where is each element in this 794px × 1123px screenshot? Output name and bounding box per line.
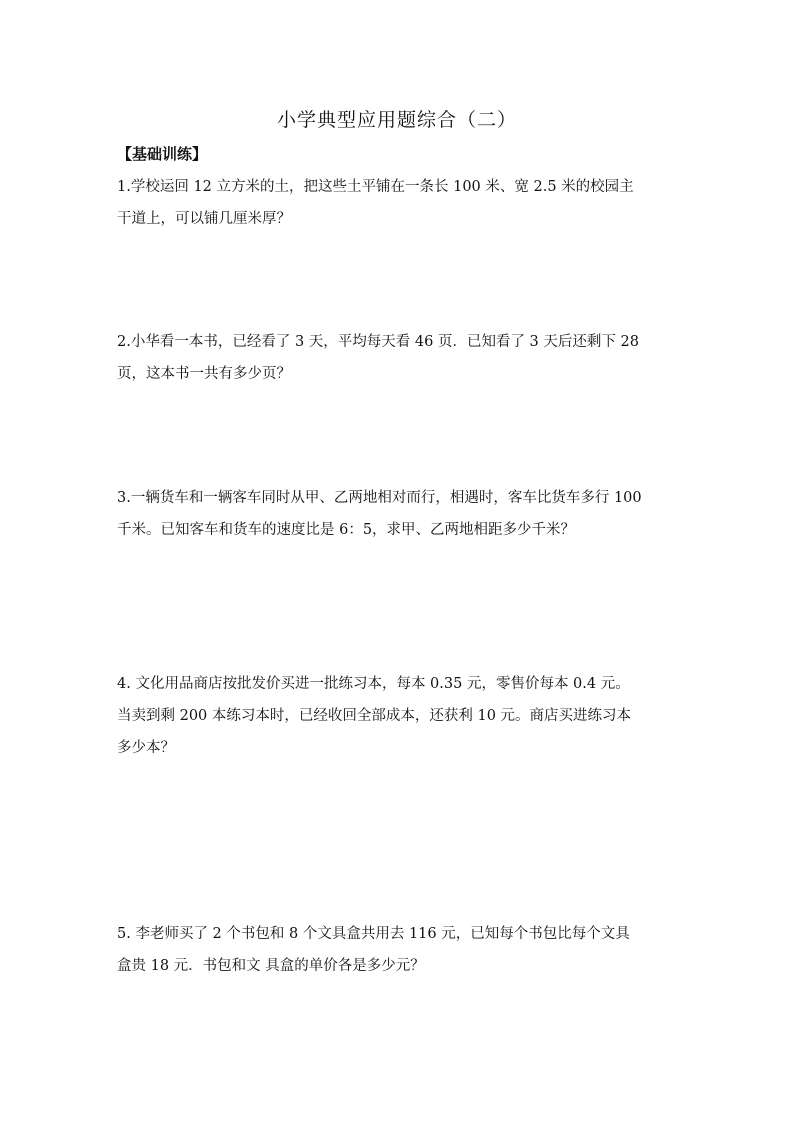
problem-1	[117, 171, 689, 235]
section-heading: 【基础训练】	[117, 145, 208, 163]
problem-4	[117, 668, 689, 764]
problem-5-line-2: 盒贵 18 元．书包和文 具盒的单价各是多少元？	[117, 958, 425, 974]
problem-4-line-1: 4. 文化用品商店按批发价买进一批练习本，每本 0.35 元，零售价每本 0.4 元。	[117, 676, 630, 692]
problem-3	[117, 482, 689, 546]
problem-1-line-2: 干道上，可以铺几厘米厚？	[117, 211, 291, 227]
problem-2-line-2: 页，这本书一共有多少页？	[117, 366, 291, 382]
problem-2	[117, 326, 689, 390]
problem-1-line-1: 1.学校运回 12 立方米的土，把这些土平铺在一条长 100 米、宽 2.5 米的校园主	[117, 179, 634, 195]
problem-2-line-1: 2.小华看一本书，已经看了 3 天，平均每天看 46 页．已知看了 3 天后还剩下 28	[117, 334, 639, 350]
problem-4-line-3: 多少本？	[117, 740, 175, 756]
problem-4-line-2: 当卖到剩 200 本练习本时，已经收回全部成本，还获利 10 元。商店买进练习本	[117, 708, 632, 724]
problem-3-line-1: 3.一辆货车和一辆客车同时从甲、乙两地相对而行，相遇时，客车比货车多行 100	[117, 490, 642, 506]
problem-5	[117, 918, 689, 982]
problem-3-line-2: 千米。已知客车和货车的速度比是 6：5，求甲、乙两地相距多少千米？	[117, 522, 576, 538]
problem-5-line-1: 5. 李老师买了 2 个书包和 8 个文具盒共用去 116 元，已知每个书包比每个文具	[117, 926, 630, 942]
page-title: 小学典型应用题综合（二）	[276, 109, 517, 131]
